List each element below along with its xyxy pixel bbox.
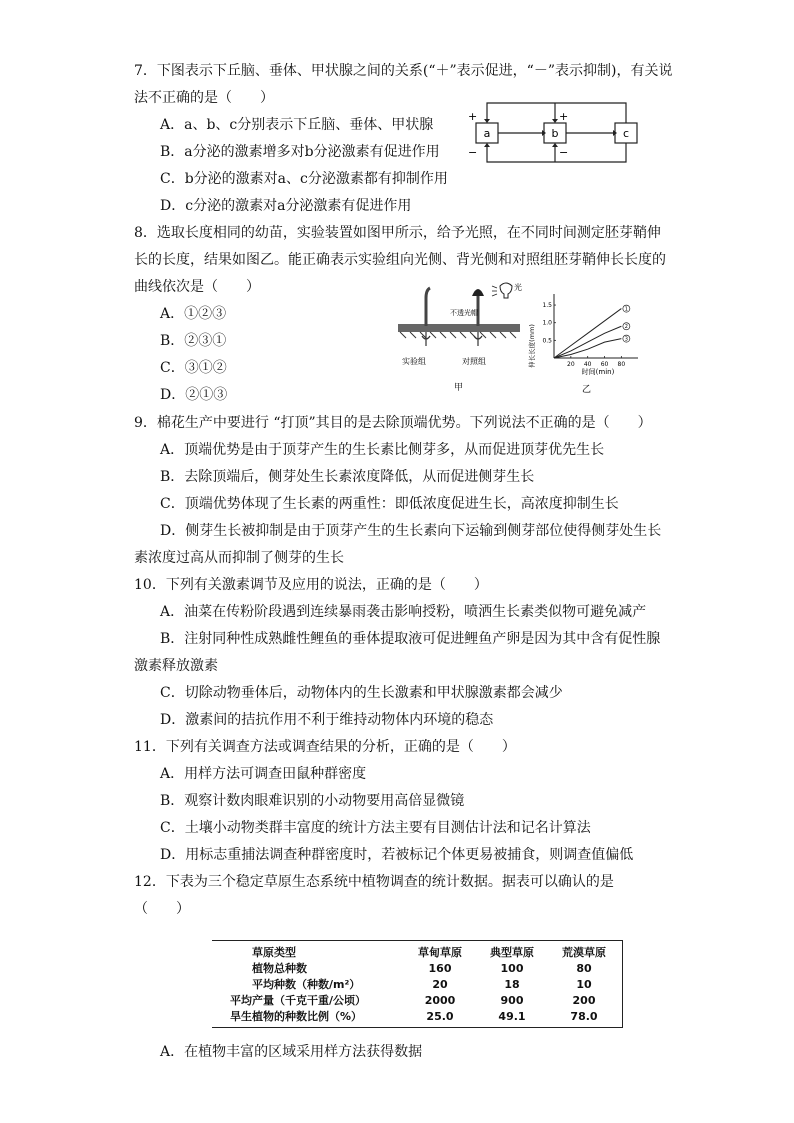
figure-yi-label: 乙 — [582, 385, 592, 395]
q9-option-d: D．侧芽生长被抑制是由于顶芽产生的生长素向下运输到侧芽部位使得侧芽处生长 — [160, 523, 662, 539]
q7-stem-line1: 7．下图表示下丘脑、垂体、甲状腺之间的关系(“＋”表示促进，“－”表示抑制)，有关说 — [134, 63, 673, 79]
table-row — [212, 1008, 620, 1024]
q7-hormone-diagram — [462, 98, 652, 168]
chart-x-tick-label: 60 — [600, 361, 609, 368]
table-header-cell: 草原类型 — [252, 946, 296, 959]
box-c-label: c — [622, 127, 630, 140]
table-cell: 旱生植物的种数比例（%） — [230, 1010, 363, 1023]
table-header-cell: 荒漠草原 — [562, 946, 606, 959]
q9-stem: 9．棉花生产中要进行 “打顶”其目的是去除顶端优势。下列说法不正确的是（ ） — [134, 415, 652, 431]
q7-option-b: B．a分泌的激素增多对b分泌激素有促进作用 — [160, 144, 440, 160]
chart-y-tick-label: 1.0 — [542, 319, 552, 327]
table-header-cell: 典型草原 — [490, 946, 534, 959]
table-cell: 植物总种数 — [252, 962, 307, 975]
grassland-table — [212, 944, 620, 1024]
minus-sign-b: − — [559, 146, 569, 159]
experimental-seedling — [426, 288, 430, 326]
q12-stem-line2: （ ） — [134, 901, 190, 917]
q8-option-a: A．①②③ — [160, 306, 227, 322]
chart-x-tick-label: 20 — [567, 361, 575, 368]
q10-option-b: B．注射同种性成熟雌性鲤鱼的垂体提取液可促进鲤鱼产卵是因为其中含有促性腺 — [160, 631, 661, 647]
chart-series-line — [554, 326, 621, 358]
q8-stem-line1: 8．选取长度相同的幼苗，实验装置如图甲所示，给予光照，在不同时间测定胚芽鞘伸 — [134, 225, 661, 241]
q11-option-d: D．用标志重捕法调查种群密度时，若被标记个体更易被捕食，则调查值偏低 — [160, 847, 634, 863]
table-cell: 20 — [432, 977, 448, 991]
q9-option-b: B．去除顶端后，侧芽处生长素浓度降低，从而促进侧芽生长 — [160, 469, 535, 485]
table-cell: 900 — [500, 993, 524, 1007]
chart-x-axis-label: 时间(min) — [581, 368, 615, 376]
table-cell: 2000 — [424, 993, 456, 1007]
opaque-cap — [472, 289, 484, 296]
chart-series-line — [554, 309, 621, 358]
chart-series-line — [554, 339, 621, 358]
chart-series-label: 2 — [624, 324, 628, 331]
q11-option-a: A．用样方法可调查田鼠种群密度 — [160, 766, 367, 782]
experimental-group-label: 实验组 — [402, 357, 426, 366]
q10-option-a: A．油菜在传粉阶段遇到连续暴雨袭击影响授粉，喷洒生长素类似物可避免减产 — [160, 604, 647, 620]
q11-stem: 11．下列有关调查方法或调查结果的分析，正确的是（ ） — [134, 739, 516, 755]
table-row — [212, 992, 620, 1008]
q9-option-a: A．顶端优势是由于顶芽产生的生长素比侧芽多，从而促进顶芽优先生长 — [160, 442, 605, 458]
minus-sign-a: − — [468, 146, 478, 159]
table-cell: 10 — [576, 977, 592, 991]
chart-y-tick-label: 1.5 — [542, 302, 552, 310]
q12-stem-line1: 12．下表为三个稳定草原生态系统中植物调查的统计数据。据表可以确认的是 — [134, 874, 614, 890]
chart-series-label: 3 — [624, 336, 628, 343]
chart-x-tick-label: 80 — [617, 361, 626, 368]
table-cell: 78.0 — [570, 1009, 598, 1023]
table-cell: 平均产量（千克干重/公顷） — [230, 994, 367, 1007]
q8-option-c: C．③①② — [160, 360, 227, 376]
q8-option-d: D．②①③ — [160, 387, 228, 403]
light-label: 光 — [514, 283, 522, 292]
table-row — [212, 960, 620, 976]
q7-option-d: D．c分泌的激素对a分泌激素有促进作用 — [160, 198, 412, 214]
table-cell: 160 — [428, 961, 452, 975]
q11-option-c: C．土壤小动物类群丰富度的统计方法主要有目测估计法和记名计算法 — [160, 820, 591, 836]
q10-option-d: D．激素间的拮抗作用不利于维持动物体内环境的稳态 — [160, 712, 494, 728]
q7-option-c: C．b分泌的激素对a、c分泌激素都有抑制作用 — [160, 171, 448, 187]
q9-option-d-cont: 素浓度过高从而抑制了侧芽的生长 — [134, 550, 344, 566]
table-row — [212, 976, 620, 992]
chart-y-axis-label: 伸长长度(mm) — [528, 324, 536, 368]
q8-stem-line3: 曲线依次是（ ） — [134, 279, 260, 295]
table-cell: 平均种数（种数/m²） — [252, 978, 361, 991]
chart-series-label: 1 — [624, 306, 628, 313]
q10-option-b-cont: 激素释放激素 — [134, 658, 218, 674]
chart-y-tick-label: 0.5 — [542, 337, 552, 345]
table-cell: 80 — [576, 961, 592, 975]
q7-stem-line2: 法不正确的是（ ） — [134, 90, 274, 106]
q8-growth-chart — [526, 290, 650, 398]
control-group-label: 对照组 — [462, 357, 486, 366]
box-b-label: b — [551, 127, 559, 140]
q7-option-a: A．a、b、c分别表示下丘脑、垂体、甲状腺 — [160, 117, 434, 133]
q8-figure-jia — [396, 280, 526, 395]
q8-stem-line2: 长的长度，结果如图乙。能正确表示实验组向光侧、背光侧和对照组胚芽鞘伸长长度的 — [134, 252, 666, 268]
q12-option-a: A．在植物丰富的区域采用样方法获得数据 — [160, 1044, 423, 1060]
light-bulb-icon — [500, 283, 512, 298]
q9-option-c: C．顶端优势体现了生长素的两重性：即低浓度促进生长，高浓度抑制生长 — [160, 496, 619, 512]
table-cell: 100 — [500, 961, 524, 975]
q10-option-c: C．切除动物垂体后，动物体内的生长激素和甲状腺激素都会减少 — [160, 685, 563, 701]
table-cell: 18 — [504, 977, 520, 991]
cap-label: 不透光帽 — [450, 309, 478, 317]
plus-sign-a: + — [468, 110, 478, 123]
table-cell: 49.1 — [498, 1009, 526, 1023]
plus-sign-b: + — [559, 110, 569, 123]
table-header-cell: 草甸草原 — [418, 946, 462, 959]
q10-stem: 10．下列有关激素调节及应用的说法，正确的是（ ） — [134, 577, 488, 593]
table-cell: 200 — [572, 993, 596, 1007]
q11-option-b: B．观察计数肉眼难识别的小动物要用高倍显微镜 — [160, 793, 465, 809]
table-cell: 25.0 — [426, 1009, 454, 1023]
figure-jia-label: 甲 — [454, 383, 464, 393]
chart-x-tick-label: 40 — [583, 361, 592, 368]
box-a-label: a — [483, 127, 491, 140]
table-header-row — [212, 944, 620, 960]
q8-option-b: B．②③① — [160, 333, 227, 349]
